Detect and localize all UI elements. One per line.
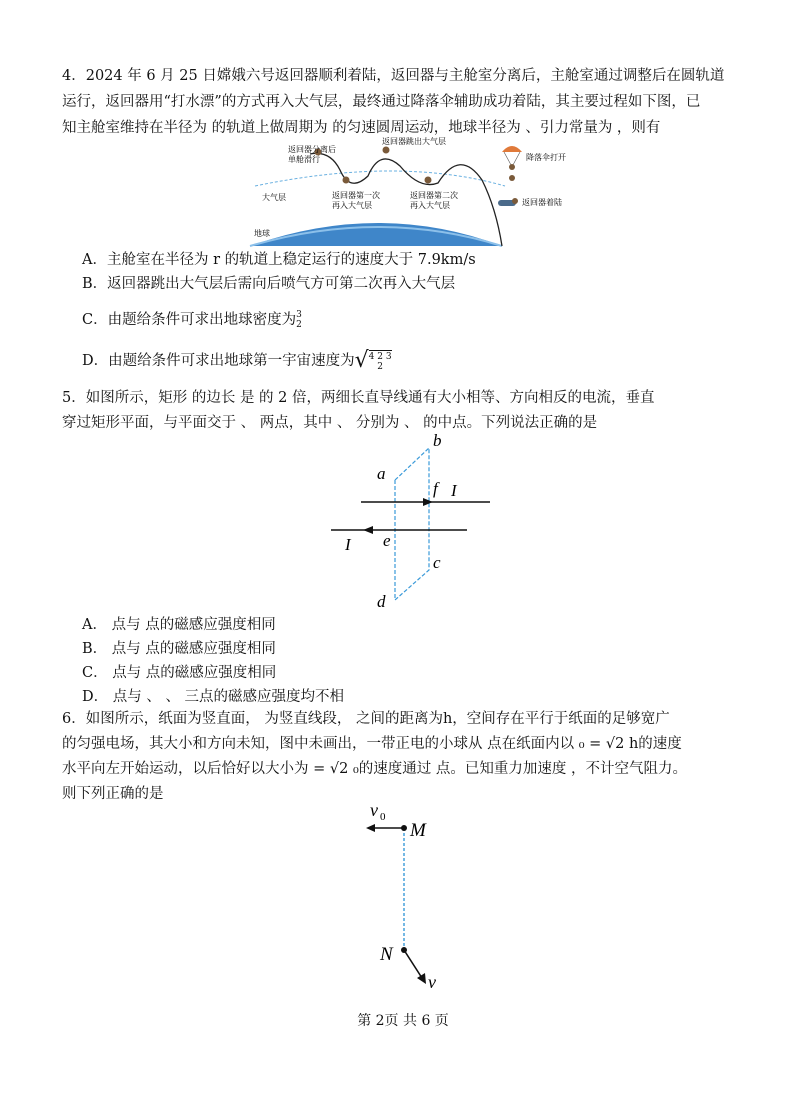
label-i-top: I xyxy=(451,481,457,500)
q5-option-b: B． 点与 点的磁感应强度相同 xyxy=(82,641,276,657)
q4-figure xyxy=(250,137,566,250)
q4-text-line-1: 4．2024 年 6 月 25 日嫦娥六号返回器顺利着陆，返回器与主舱室分离后，主舱室通过调整后在圆轨道 xyxy=(62,68,725,84)
capsule-parachute xyxy=(509,164,515,170)
label-landing: 返回器着陆 xyxy=(522,198,562,207)
label-b: b xyxy=(433,431,442,450)
atmosphere-boundary xyxy=(255,171,505,186)
q5-figure xyxy=(325,432,505,612)
page-footer: 第 2页 共 6 页 xyxy=(357,1013,449,1029)
q4-option-b: B．返回器跳出大气层后需向后喷气方可第二次再入大气层 xyxy=(82,276,456,292)
q4-option-c-num: 3 xyxy=(296,310,302,320)
q5-diagram-svg xyxy=(325,432,505,612)
arrow-bottom xyxy=(363,526,373,534)
velocity-v-arrow xyxy=(404,950,422,978)
arrow-v0-head xyxy=(366,824,375,832)
q5-option-d: D． 点与 、 、 三点的磁感应强度均不相 xyxy=(82,689,345,705)
q4-option-c-fraction xyxy=(296,310,302,330)
label-n: N xyxy=(380,944,393,965)
q5-text-line-1: 5．如图所示，矩形 的边长 是 的 2 倍，两细长直导线通有大小相等、方向相反的电流，垂直 xyxy=(62,390,655,406)
label-second-entry-2: 再入大气层 xyxy=(410,201,450,210)
label-atmosphere: 大气层 xyxy=(262,193,286,202)
label-parachute: 降落伞打开 xyxy=(526,153,566,162)
label-c: c xyxy=(433,553,441,572)
label-separate-2: 单舱滑行 xyxy=(288,155,320,164)
label-first-entry-2: 再入大气层 xyxy=(332,201,372,210)
q6-text-line-1: 6．如图所示，纸面为竖直面， 为竖直线段， 之间的距离为h，空间存在平行于纸面的足够宽广 xyxy=(62,711,670,727)
q4-option-d xyxy=(82,350,392,372)
capsule-descending xyxy=(509,175,515,181)
label-i-bottom: I xyxy=(345,535,351,554)
q6-text-line-2: 的匀强电场，其大小和方向未知，图中未画出，一带正电的小球从 点在纸面内以 ₀ = √2 h的速度 xyxy=(62,736,682,752)
label-second-entry: 返回器第二次 xyxy=(410,191,458,200)
label-separate: 返回器分离后 xyxy=(288,145,336,154)
q4-option-c xyxy=(82,310,302,330)
label-f: f xyxy=(433,479,438,498)
label-earth: 地球 xyxy=(254,229,270,238)
q4-option-a: A．主舱室在半径为 r 的轨道上稳定运行的速度大于 7.9km/s xyxy=(82,252,476,268)
q6-text-line-4: 则下列正确的是 xyxy=(62,786,164,802)
arrow-v-head xyxy=(417,973,426,984)
q4-text-line-3: 知主舱室维持在半径为 的轨道上做周期为 的匀速圆周运动，地球半径为 、引力常量为 ，则有 xyxy=(62,120,661,136)
label-v0: v xyxy=(370,800,378,820)
q5-text-line-2: 穿过矩形平面，与平面交于 、 两点，其中 、 分别为 、 的中点。下列说法正确的是 xyxy=(62,415,598,431)
q6-figure xyxy=(360,800,480,1000)
q4-option-d-den: 2 xyxy=(377,362,383,372)
label-e: e xyxy=(383,531,391,550)
q6-diagram-svg xyxy=(360,800,480,1000)
q4-option-d-text: D．由题给条件可求出地球第一宇宙速度为 xyxy=(82,353,355,369)
q4-option-d-fraction xyxy=(369,350,392,372)
label-m: M xyxy=(410,820,426,841)
label-jump: 返回器跳出大气层 xyxy=(382,137,446,146)
q4-option-d-num: 4 2 3 xyxy=(368,352,392,362)
capsule-jump xyxy=(383,147,390,154)
label-v: v xyxy=(428,972,436,992)
q6-text-line-3: 水平向左开始运动，以后恰好以大小为 = √2 ₀的速度通过 点。已知重力加速度 ，不计空气阻力。 xyxy=(62,761,687,777)
q4-diagram-svg xyxy=(250,137,566,250)
parachute-icon xyxy=(502,146,522,152)
label-a: a xyxy=(377,464,386,483)
sqrt-sign: √ xyxy=(354,348,369,373)
capsule-first-entry xyxy=(343,177,350,184)
q4-option-c-den: 2 xyxy=(296,320,302,330)
capsule-landed xyxy=(512,198,518,204)
rectangle-abcd xyxy=(395,448,429,600)
arrow-top xyxy=(423,498,433,506)
capsule-second-entry xyxy=(425,177,432,184)
q5-option-a: A． 点与 点的磁感应强度相同 xyxy=(82,617,276,633)
label-d: d xyxy=(377,592,386,611)
label-first-entry: 返回器第一次 xyxy=(332,191,380,200)
q5-option-c: C． 点与 点的磁感应强度相同 xyxy=(82,665,277,681)
label-v0-sub: 0 xyxy=(380,811,386,823)
q4-text-line-2: 运行，返回器用“打水漂”的方式再入大气层，最终通过降落伞辅助成功着陆，其主要过程如下图，已 xyxy=(62,94,701,110)
q4-option-c-text: C．由题给条件可求出地球密度为 xyxy=(82,312,297,328)
